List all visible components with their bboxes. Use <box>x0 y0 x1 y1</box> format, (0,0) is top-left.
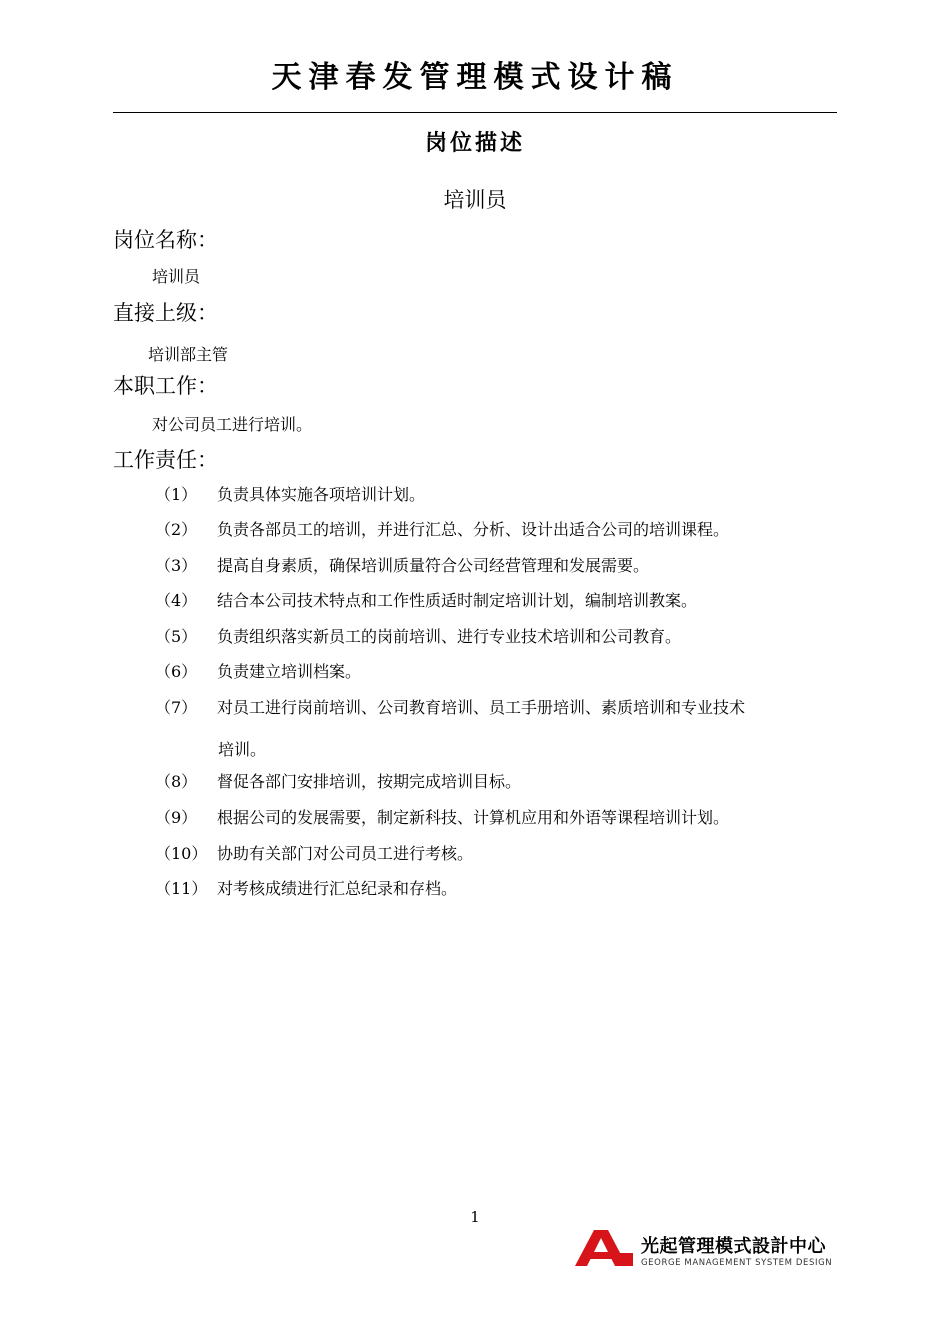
duty-text: 负责各部员工的培训，并进行汇总、分析、设计出适合公司的培训课程。 <box>217 520 730 539</box>
section-heading-position-name: 岗位名称： <box>113 228 218 252</box>
duty-number: （10） <box>155 844 208 863</box>
duty-item <box>155 512 845 548</box>
duty-number: （4） <box>155 591 198 610</box>
header-divider <box>113 112 837 113</box>
duty-text: 负责组织落实新员工的岗前培训、进行专业技术培训和公司教育。 <box>217 627 682 646</box>
duty-number: （9） <box>155 808 198 827</box>
duty-item <box>155 583 845 619</box>
duty-number: （8） <box>155 772 198 791</box>
duty-item <box>155 619 845 655</box>
duty-item <box>155 654 845 690</box>
logo-a-mark-icon <box>575 1228 635 1268</box>
duty-text: 督促各部门安排培训，按期完成培训目标。 <box>217 772 522 791</box>
duty-item <box>155 548 845 584</box>
duty-number: （3） <box>155 556 198 575</box>
section-body-position-name: 培训员 <box>152 267 201 286</box>
logo-chinese-name: 光起管理模式設計中心 <box>641 1236 826 1257</box>
duty-item <box>155 477 845 513</box>
duty-text: 对员工进行岗前培训、公司教育培训、员工手册培训、素质培训和专业技术 <box>217 698 746 717</box>
duty-number: （7） <box>155 698 198 717</box>
page-number: 1 <box>470 1208 480 1226</box>
logo-english-name: GEORGE MANAGEMENT SYSTEM DESIGN <box>641 1258 833 1268</box>
duty-number: （1） <box>155 485 198 504</box>
duty-item <box>155 800 845 836</box>
duty-text: 结合本公司技术特点和工作性质适时制定培训计划，编制培训教案。 <box>217 591 698 610</box>
company-logo <box>575 1228 840 1272</box>
section-heading-supervisor: 直接上级： <box>113 301 218 325</box>
section-heading-responsibilities: 工作责任： <box>113 448 218 472</box>
duty-text: 提高自身素质，确保培训质量符合公司经营管理和发展需要。 <box>217 556 650 575</box>
duty-item <box>155 836 845 872</box>
duty-item <box>155 690 845 726</box>
duty-item <box>155 871 845 907</box>
section-body-supervisor: 培训部主管 <box>148 345 229 364</box>
duty-text: 根据公司的发展需要，制定新科技、计算机应用和外语等课程培训计划。 <box>217 808 730 827</box>
duty-text-continuation: 培训。 <box>218 740 267 759</box>
duty-text: 协助有关部门对公司员工进行考核。 <box>217 844 474 863</box>
duty-number: （2） <box>155 520 198 539</box>
duty-number: （5） <box>155 627 198 646</box>
document-header-title: 天津春发管理模式设计稿 <box>271 60 679 95</box>
section-heading-main-duty: 本职工作： <box>113 374 218 398</box>
section-body-main-duty: 对公司员工进行培训。 <box>152 415 313 434</box>
document-type-heading: 岗位描述 <box>424 131 525 156</box>
duty-number: （11） <box>155 879 208 898</box>
position-title: 培训员 <box>443 188 507 212</box>
duty-text: 负责建立培训档案。 <box>217 662 362 681</box>
duty-item <box>155 764 845 800</box>
duty-text: 对考核成绩进行汇总纪录和存档。 <box>217 879 458 898</box>
duty-text: 负责具体实施各项培训计划。 <box>217 485 426 504</box>
duty-number: （6） <box>155 662 198 681</box>
